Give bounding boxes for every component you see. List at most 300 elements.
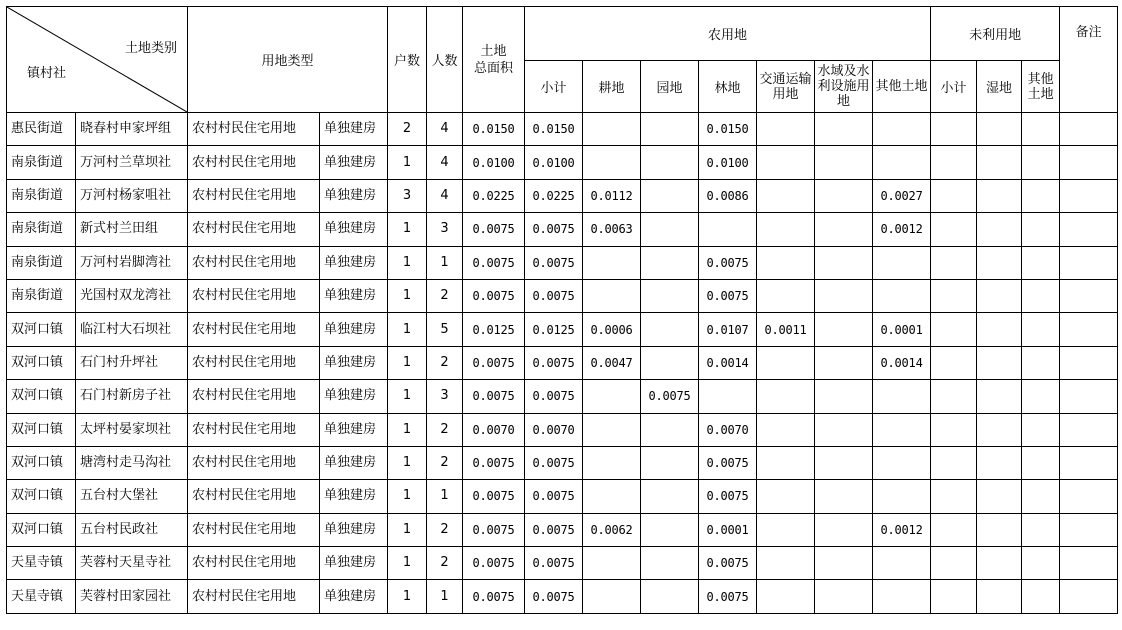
agri-subtotal-cell: 0.0070 [525, 413, 583, 446]
households-cell: 1 [388, 213, 427, 246]
town-cell: 天星寺镇 [7, 547, 76, 580]
agri-subtotal-cell: 0.0225 [525, 179, 583, 212]
table-row [7, 380, 1118, 413]
total-area-cell: 0.0075 [463, 513, 525, 546]
cultivated-land-cell [583, 580, 641, 613]
cultivated-land-cell [583, 146, 641, 179]
forest-land-cell: 0.0100 [699, 146, 757, 179]
build-mode-cell: 单独建房 [320, 313, 388, 346]
table-row [7, 580, 1118, 613]
unused-subtotal-cell [931, 179, 977, 212]
agri-subtotal-cell: 0.0075 [525, 213, 583, 246]
transport-land-cell [757, 480, 815, 513]
transport-land-cell [757, 580, 815, 613]
water-facility-land-cell [815, 413, 873, 446]
garden-land-cell: 0.0075 [641, 380, 699, 413]
table-row [7, 513, 1118, 546]
garden-land-cell [641, 113, 699, 146]
forest-land-cell: 0.0075 [699, 446, 757, 479]
town-cell: 双河口镇 [7, 513, 76, 546]
garden-land-cell [641, 179, 699, 212]
village-cell: 芙蓉村天星寺社 [76, 547, 188, 580]
water-facility-land-cell [815, 480, 873, 513]
unused-subtotal-cell [931, 146, 977, 179]
agri-other-land-cell: 0.0001 [873, 313, 931, 346]
garden-land-cell [641, 346, 699, 379]
total-area-cell: 0.0075 [463, 346, 525, 379]
wetland-cell [977, 446, 1022, 479]
village-cell: 晓春村申家坪组 [76, 113, 188, 146]
agri-other-land-cell [873, 480, 931, 513]
households-cell: 2 [388, 113, 427, 146]
agri-other-land-cell [873, 246, 931, 279]
unused-other-land-cell [1022, 313, 1060, 346]
forest-land-cell: 0.0070 [699, 413, 757, 446]
remarks-header: 备注 [1060, 7, 1118, 113]
persons-cell: 2 [427, 346, 463, 379]
agri-subtotal-cell: 0.0100 [525, 146, 583, 179]
forest-land-cell: 0.0014 [699, 346, 757, 379]
cultivated-land-cell [583, 547, 641, 580]
persons-cell: 1 [427, 480, 463, 513]
unused-other-land-cell [1022, 213, 1060, 246]
agricultural-land-header: 农用地 [525, 7, 931, 61]
village-cell: 光国村双龙湾社 [76, 279, 188, 312]
forest-land-cell: 0.0075 [699, 580, 757, 613]
village-cell: 芙蓉村田家园社 [76, 580, 188, 613]
agri-other-land-header: 其他土地 [873, 61, 931, 113]
garden-land-cell [641, 513, 699, 546]
wetland-cell [977, 480, 1022, 513]
wetland-cell [977, 513, 1022, 546]
water-facility-land-cell [815, 279, 873, 312]
cultivated-land-cell [583, 113, 641, 146]
build-mode-cell: 单独建房 [320, 113, 388, 146]
forest-land-cell: 0.0150 [699, 113, 757, 146]
garden-land-cell [641, 313, 699, 346]
unused-subtotal-cell [931, 246, 977, 279]
unused-subtotal-cell [931, 413, 977, 446]
wetland-cell [977, 146, 1022, 179]
cultivated-land-cell [583, 279, 641, 312]
table-row [7, 446, 1118, 479]
garden-land-cell [641, 413, 699, 446]
remarks-cell [1060, 113, 1118, 146]
land-use-type-cell: 农村村民住宅用地 [188, 413, 320, 446]
table-row [7, 313, 1118, 346]
households-cell: 1 [388, 146, 427, 179]
garden-land-cell [641, 279, 699, 312]
forest-land-cell: 0.0075 [699, 480, 757, 513]
households-cell: 1 [388, 446, 427, 479]
water-facility-land-cell [815, 580, 873, 613]
forest-land-cell: 0.0107 [699, 313, 757, 346]
households-cell: 1 [388, 547, 427, 580]
households-cell: 1 [388, 380, 427, 413]
garden-land-cell [641, 547, 699, 580]
land-use-type-cell: 农村村民住宅用地 [188, 380, 320, 413]
transport-land-cell: 0.0011 [757, 313, 815, 346]
wetland-cell [977, 313, 1022, 346]
persons-header: 人数 [427, 7, 463, 113]
town-cell: 双河口镇 [7, 380, 76, 413]
agri-subtotal-cell: 0.0075 [525, 246, 583, 279]
build-mode-cell: 单独建房 [320, 446, 388, 479]
land-use-type-cell: 农村村民住宅用地 [188, 146, 320, 179]
table-row [7, 480, 1118, 513]
land-use-type-cell: 农村村民住宅用地 [188, 313, 320, 346]
land-use-type-header: 用地类型 [188, 7, 388, 113]
build-mode-cell: 单独建房 [320, 580, 388, 613]
persons-cell: 2 [427, 446, 463, 479]
wetland-cell [977, 213, 1022, 246]
town-cell: 南泉街道 [7, 279, 76, 312]
land-use-type-cell: 农村村民住宅用地 [188, 179, 320, 212]
land-use-type-cell: 农村村民住宅用地 [188, 547, 320, 580]
cultivated-land-cell [583, 413, 641, 446]
wetland-cell [977, 413, 1022, 446]
water-facility-land-cell [815, 146, 873, 179]
village-cell: 新式村兰田组 [76, 213, 188, 246]
remarks-cell [1060, 446, 1118, 479]
unused-other-land-cell [1022, 380, 1060, 413]
forest-land-cell: 0.0075 [699, 246, 757, 279]
table-row [7, 146, 1118, 179]
water-facility-land-header: 水域及水利设施用地 [815, 61, 873, 113]
land-category-label: 土地类别 [124, 41, 177, 56]
water-facility-land-cell [815, 179, 873, 212]
agri-subtotal-cell: 0.0125 [525, 313, 583, 346]
total-area-cell: 0.0225 [463, 179, 525, 212]
cultivated-land-cell: 0.0063 [583, 213, 641, 246]
unused-subtotal-cell [931, 547, 977, 580]
total-area-cell: 0.0100 [463, 146, 525, 179]
cultivated-land-header: 耕地 [583, 61, 641, 113]
forest-land-cell [699, 213, 757, 246]
unused-land-header: 未利用地 [931, 7, 1060, 61]
land-use-type-cell: 农村村民住宅用地 [188, 513, 320, 546]
table-row [7, 246, 1118, 279]
agri-other-land-cell [873, 380, 931, 413]
water-facility-land-cell [815, 346, 873, 379]
table-row [7, 547, 1118, 580]
build-mode-cell: 单独建房 [320, 513, 388, 546]
total-area-cell: 0.0150 [463, 113, 525, 146]
unused-subtotal-cell [931, 113, 977, 146]
town-cell: 双河口镇 [7, 346, 76, 379]
persons-cell: 4 [427, 113, 463, 146]
households-cell: 3 [388, 179, 427, 212]
build-mode-cell: 单独建房 [320, 179, 388, 212]
total-area-cell: 0.0075 [463, 279, 525, 312]
remarks-cell [1060, 246, 1118, 279]
town-cell: 南泉街道 [7, 146, 76, 179]
build-mode-cell: 单独建房 [320, 547, 388, 580]
total-area-header-line2: 总面积 [474, 60, 514, 76]
unused-other-land-cell [1022, 446, 1060, 479]
persons-cell: 2 [427, 413, 463, 446]
persons-cell: 5 [427, 313, 463, 346]
cultivated-land-cell: 0.0006 [583, 313, 641, 346]
households-cell: 1 [388, 346, 427, 379]
unused-subtotal-cell [931, 580, 977, 613]
wetland-cell [977, 279, 1022, 312]
households-cell: 1 [388, 413, 427, 446]
remarks-cell [1060, 380, 1118, 413]
build-mode-cell: 单独建房 [320, 213, 388, 246]
unused-subtotal-cell [931, 279, 977, 312]
village-cell: 临江村大石坝社 [76, 313, 188, 346]
households-cell: 1 [388, 246, 427, 279]
cultivated-land-cell: 0.0062 [583, 513, 641, 546]
garden-land-cell [641, 580, 699, 613]
unused-subtotal-cell [931, 480, 977, 513]
transport-land-cell [757, 113, 815, 146]
agri-other-land-cell [873, 113, 931, 146]
forest-land-cell: 0.0086 [699, 179, 757, 212]
cultivated-land-cell: 0.0047 [583, 346, 641, 379]
village-cell: 五台村大堡社 [76, 480, 188, 513]
town-cell: 双河口镇 [7, 480, 76, 513]
cultivated-land-cell [583, 480, 641, 513]
forest-land-cell [699, 380, 757, 413]
town-cell: 惠民街道 [7, 113, 76, 146]
build-mode-cell: 单独建房 [320, 413, 388, 446]
remarks-cell [1060, 179, 1118, 212]
table-row [7, 213, 1118, 246]
agri-subtotal-cell: 0.0075 [525, 547, 583, 580]
households-cell: 1 [388, 279, 427, 312]
wetland-cell [977, 547, 1022, 580]
transport-land-cell [757, 246, 815, 279]
total-area-cell: 0.0075 [463, 480, 525, 513]
agri-subtotal-header: 小计 [525, 61, 583, 113]
unused-subtotal-cell [931, 446, 977, 479]
land-use-type-cell: 农村村民住宅用地 [188, 213, 320, 246]
agri-other-land-cell [873, 547, 931, 580]
table-row [7, 413, 1118, 446]
transport-land-cell [757, 380, 815, 413]
forest-land-cell: 0.0075 [699, 279, 757, 312]
total-area-cell: 0.0075 [463, 446, 525, 479]
transport-land-cell [757, 413, 815, 446]
agri-subtotal-cell: 0.0150 [525, 113, 583, 146]
town-cell: 南泉街道 [7, 246, 76, 279]
persons-cell: 3 [427, 380, 463, 413]
land-use-type-cell: 农村村民住宅用地 [188, 113, 320, 146]
village-cell: 万河村杨家咀社 [76, 179, 188, 212]
town-village-label: 镇村社 [27, 66, 67, 81]
transport-land-cell [757, 213, 815, 246]
wetland-header: 湿地 [977, 61, 1022, 113]
remarks-cell [1060, 580, 1118, 613]
land-use-type-cell: 农村村民住宅用地 [188, 346, 320, 379]
water-facility-land-cell [815, 246, 873, 279]
cultivated-land-cell [583, 380, 641, 413]
build-mode-cell: 单独建房 [320, 380, 388, 413]
town-cell: 双河口镇 [7, 313, 76, 346]
water-facility-land-cell [815, 113, 873, 146]
unused-other-land-cell [1022, 113, 1060, 146]
water-facility-land-cell [815, 513, 873, 546]
total-area-cell: 0.0070 [463, 413, 525, 446]
unused-other-land-cell [1022, 246, 1060, 279]
wetland-cell [977, 380, 1022, 413]
remarks-cell [1060, 213, 1118, 246]
unused-other-land-cell [1022, 279, 1060, 312]
agri-subtotal-cell: 0.0075 [525, 446, 583, 479]
total-area-cell: 0.0075 [463, 213, 525, 246]
cultivated-land-cell: 0.0112 [583, 179, 641, 212]
agri-subtotal-cell: 0.0075 [525, 513, 583, 546]
remarks-cell [1060, 146, 1118, 179]
diagonal-header-cell [7, 7, 188, 113]
agri-subtotal-cell: 0.0075 [525, 346, 583, 379]
land-use-table [6, 6, 1118, 614]
remarks-cell [1060, 413, 1118, 446]
transport-land-cell [757, 146, 815, 179]
land-use-type-cell: 农村村民住宅用地 [188, 580, 320, 613]
cultivated-land-cell [583, 246, 641, 279]
transport-land-cell [757, 547, 815, 580]
agri-subtotal-cell: 0.0075 [525, 380, 583, 413]
agri-other-land-cell: 0.0027 [873, 179, 931, 212]
households-cell: 1 [388, 313, 427, 346]
wetland-cell [977, 346, 1022, 379]
village-cell: 塘湾村走马沟社 [76, 446, 188, 479]
water-facility-land-cell [815, 446, 873, 479]
transport-land-cell [757, 513, 815, 546]
wetland-cell [977, 246, 1022, 279]
transport-land-cell [757, 446, 815, 479]
garden-land-cell [641, 480, 699, 513]
households-cell: 1 [388, 580, 427, 613]
remarks-cell [1060, 547, 1118, 580]
village-cell: 五台村民政社 [76, 513, 188, 546]
agri-subtotal-cell: 0.0075 [525, 279, 583, 312]
build-mode-cell: 单独建房 [320, 146, 388, 179]
table-header [7, 7, 1118, 113]
unused-other-land-cell [1022, 346, 1060, 379]
remarks-cell [1060, 313, 1118, 346]
land-use-type-cell: 农村村民住宅用地 [188, 279, 320, 312]
water-facility-land-cell [815, 380, 873, 413]
agri-other-land-cell [873, 146, 931, 179]
households-cell: 1 [388, 480, 427, 513]
unused-other-land-header: 其他土地 [1022, 61, 1060, 113]
village-cell: 石门村升坪社 [76, 346, 188, 379]
unused-subtotal-cell [931, 380, 977, 413]
persons-cell: 1 [427, 580, 463, 613]
agri-other-land-cell: 0.0012 [873, 213, 931, 246]
unused-other-land-cell [1022, 513, 1060, 546]
land-use-type-cell: 农村村民住宅用地 [188, 446, 320, 479]
build-mode-cell: 单独建房 [320, 279, 388, 312]
total-area-header [463, 7, 525, 113]
unused-subtotal-cell [931, 213, 977, 246]
agri-other-land-cell [873, 279, 931, 312]
town-cell: 双河口镇 [7, 413, 76, 446]
diagonal-line [7, 7, 187, 112]
agri-subtotal-cell: 0.0075 [525, 480, 583, 513]
garden-land-cell [641, 446, 699, 479]
village-cell: 万河村岩脚湾社 [76, 246, 188, 279]
total-area-cell: 0.0075 [463, 246, 525, 279]
total-area-header-line1: 土地 [480, 43, 507, 59]
unused-subtotal-header: 小计 [931, 61, 977, 113]
unused-other-land-cell [1022, 146, 1060, 179]
remarks-cell [1060, 346, 1118, 379]
wetland-cell [977, 179, 1022, 212]
table-row [7, 179, 1118, 212]
forest-land-cell: 0.0001 [699, 513, 757, 546]
table-row [7, 113, 1118, 146]
wetland-cell [977, 113, 1022, 146]
town-cell: 双河口镇 [7, 446, 76, 479]
village-cell: 万河村兰草坝社 [76, 146, 188, 179]
unused-subtotal-cell [931, 346, 977, 379]
unused-subtotal-cell [931, 513, 977, 546]
water-facility-land-cell [815, 547, 873, 580]
unused-other-land-cell [1022, 480, 1060, 513]
garden-land-cell [641, 213, 699, 246]
persons-cell: 4 [427, 146, 463, 179]
agri-other-land-cell [873, 413, 931, 446]
transport-land-cell [757, 279, 815, 312]
households-header: 户数 [388, 7, 427, 113]
wetland-cell [977, 580, 1022, 613]
persons-cell: 3 [427, 213, 463, 246]
households-cell: 1 [388, 513, 427, 546]
agri-subtotal-cell: 0.0075 [525, 580, 583, 613]
persons-cell: 2 [427, 279, 463, 312]
village-cell: 石门村新房子社 [76, 380, 188, 413]
land-use-type-cell: 农村村民住宅用地 [188, 246, 320, 279]
forest-land-cell: 0.0075 [699, 547, 757, 580]
build-mode-cell: 单独建房 [320, 346, 388, 379]
town-cell: 南泉街道 [7, 179, 76, 212]
agri-other-land-cell [873, 580, 931, 613]
unused-other-land-cell [1022, 413, 1060, 446]
total-area-cell: 0.0125 [463, 313, 525, 346]
agri-other-land-cell [873, 446, 931, 479]
persons-cell: 2 [427, 513, 463, 546]
transport-land-cell [757, 346, 815, 379]
town-cell: 南泉街道 [7, 213, 76, 246]
total-area-cell: 0.0075 [463, 380, 525, 413]
build-mode-cell: 单独建房 [320, 480, 388, 513]
town-cell: 天星寺镇 [7, 580, 76, 613]
transport-land-header: 交通运输用地 [757, 61, 815, 113]
persons-cell: 2 [427, 547, 463, 580]
water-facility-land-cell [815, 213, 873, 246]
remarks-cell [1060, 279, 1118, 312]
persons-cell: 4 [427, 179, 463, 212]
remarks-cell [1060, 513, 1118, 546]
persons-cell: 1 [427, 246, 463, 279]
transport-land-cell [757, 179, 815, 212]
garden-land-cell [641, 246, 699, 279]
water-facility-land-cell [815, 313, 873, 346]
land-use-type-cell: 农村村民住宅用地 [188, 480, 320, 513]
remarks-cell [1060, 480, 1118, 513]
table-row [7, 346, 1118, 379]
unused-other-land-cell [1022, 580, 1060, 613]
garden-land-header: 园地 [641, 61, 699, 113]
table-body [7, 113, 1118, 614]
table-row [7, 279, 1118, 312]
unused-other-land-cell [1022, 547, 1060, 580]
